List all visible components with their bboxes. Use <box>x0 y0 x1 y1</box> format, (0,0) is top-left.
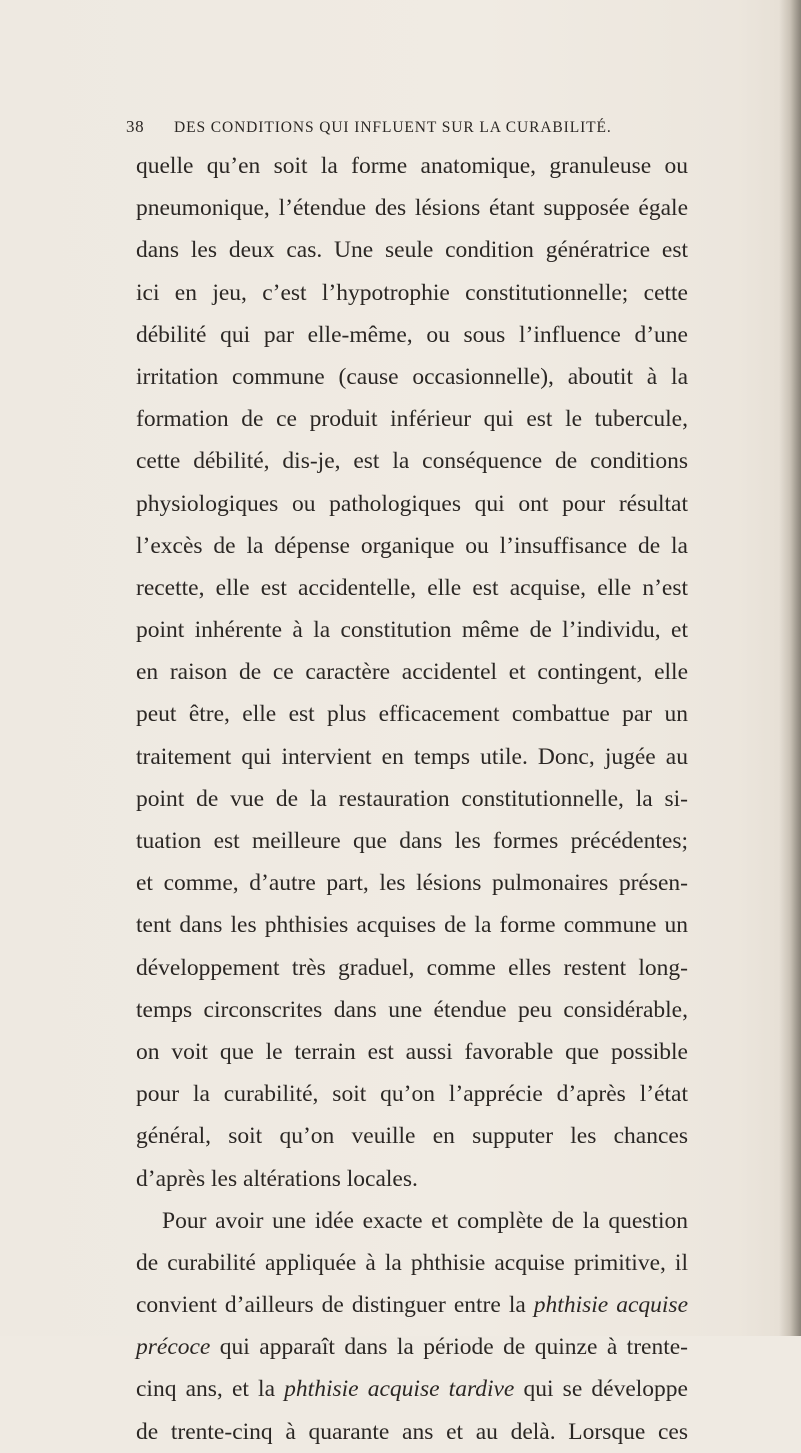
text-line: développement très graduel, comme elles restent long- <box>136 954 688 981</box>
text-line: recette, elle est accidentelle, elle est acquise, elle n’est <box>136 574 688 601</box>
italic-term: précoce <box>136 1334 211 1361</box>
text-line: tent dans les phthisies acquises de la forme commune un <box>136 912 688 939</box>
text-segment: convient d’ailleurs de distinguer entre la <box>136 1292 534 1319</box>
text-line: d’après les altérations locales. <box>136 1165 418 1192</box>
text-line: formation de ce produit inférieur qui est le tubercule, <box>136 406 688 433</box>
text-line: quelle qu’en soit la forme anatomique, granuleuse ou <box>136 153 688 179</box>
text-line: irritation commune (cause occasionnelle), aboutit à la <box>136 363 688 390</box>
text-line: cette débilité, dis-je, est la conséquence de conditions <box>136 448 688 475</box>
text-line <box>136 1368 688 1410</box>
text-line: temps circonscrites dans une étendue peu considérable, <box>136 996 688 1023</box>
text-line: général, soit qu’on veuille en supputer les chances <box>136 1123 688 1150</box>
text-line: pour la curabilité, soit qu’on l’apprécie d’après l’état <box>136 1081 688 1108</box>
running-title: DES CONDITIONS QUI INFLUENT SUR LA CURABILITÉ. <box>174 119 612 136</box>
text-line: de curabilité appliquée à la phthisie acquise primitive, il <box>136 1249 688 1276</box>
text-line: ici en jeu, c’est l’hypotrophie constitutionnelle; cette <box>136 279 688 306</box>
text-line: Pour avoir une idée exacte et complète de la question <box>162 1207 688 1234</box>
text-segment: qui apparaît dans la période de quinze à trente- <box>210 1334 688 1361</box>
text-line <box>136 1284 688 1326</box>
text-line: de trente-cinq à quarante ans et au delà. Lorsque ces <box>136 1418 688 1445</box>
text-line: et comme, d’autre part, les lésions pulmonaires présen- <box>136 870 688 897</box>
text-line: dans les deux cas. Une seule condition génératrice est <box>136 237 688 264</box>
text-line: l’excès de la dépense organique ou l’insuffisance de la <box>136 532 688 559</box>
text-segment: qui se développe <box>514 1376 688 1403</box>
text-line: traitement qui intervient en temps utile. Donc, jugée au <box>136 743 688 770</box>
body-text <box>136 145 688 1453</box>
text-line: physiologiques ou pathologiques qui ont pour résultat <box>136 490 688 517</box>
text-line: peut être, elle est plus efficacement combattue par un <box>136 701 688 728</box>
running-head <box>126 117 686 139</box>
text-line: débilité qui par elle-même, ou sous l’influence d’une <box>136 321 688 348</box>
text-line: point inhérente à la constitution même de l’individu, et <box>136 617 688 644</box>
text-segment: cinq ans, et la <box>136 1376 285 1403</box>
page-edge-shadow <box>779 0 801 1336</box>
text-line: point de vue de la restauration constitutionnelle, la si- <box>136 785 688 812</box>
text-line: on voit que le terrain est aussi favorable que possible <box>136 1038 688 1065</box>
text-line: en raison de ce caractère accidentel et contingent, elle <box>136 659 688 686</box>
text-line: pneumonique, l’étendue des lésions étant supposée égale <box>136 195 688 222</box>
page-number: 38 <box>126 117 145 136</box>
text-line <box>136 1326 688 1368</box>
italic-term: phthisie acquise tardive <box>284 1376 515 1403</box>
text-line: tuation est meilleure que dans les formes précédentes; <box>136 828 688 854</box>
italic-term: phthisie acquise <box>533 1292 688 1319</box>
